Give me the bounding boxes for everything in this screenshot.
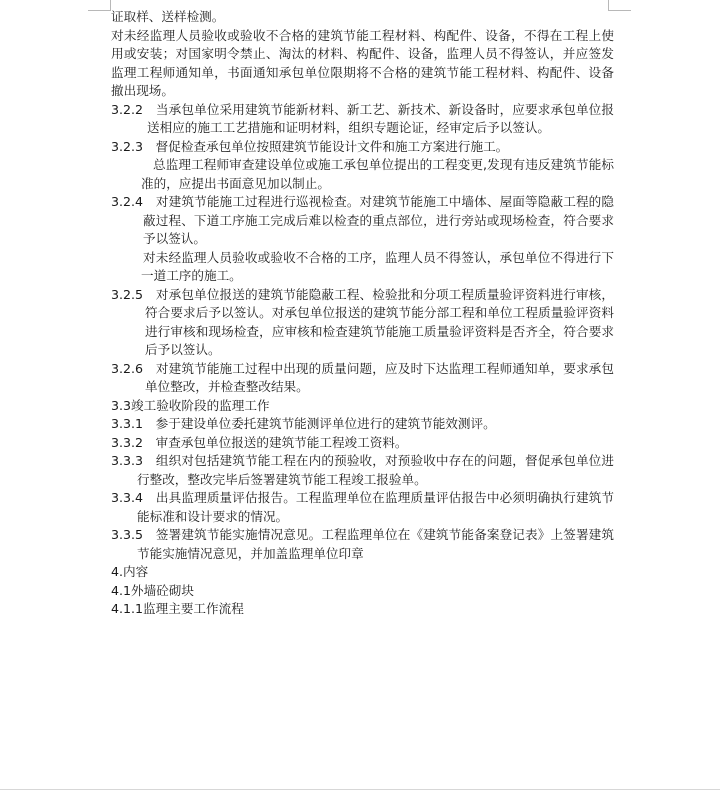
section-heading-4-1: 4.1外墙砼砌块 xyxy=(111,582,194,598)
clause-3-2-2: 3.2.2 当承包单位采用建筑节能新材料、新工艺、新技术、新设备时，应要求承包单位报送相应的施工工艺措施和证明材料，组织专题论证，经审定后予以签认。 xyxy=(111,101,614,135)
clause-3-3-5: 3.3.5 签署建筑节能实施情况意见。工程监理单位在《建筑节能备案登记表》上签署建筑节能实施情况意见，并加盖监理单位印章 xyxy=(111,527,614,561)
clause-3-2-5: 3.2.5 对承包单位报送的建筑节能隐蔽工程、检验批和分项工程质量验评资料进行审核，符合要求后予以签认。对承包单位报送的建筑节能分部工程和单位工程质量验评资料进行审核和现场检查，应审核和检查建筑节能施工质量验评资料是否齐全，符合要求后予以签认。 xyxy=(111,286,614,357)
paragraph: 对未经监理人员验收或验收不合格的建筑节能工程材料、构配件、设备，不得在工程上使用或安装；对国家明令禁止、淘汰的材料、构配件、设备，监理人员不得签认，并应签发监理工程师通知单，书面通知承包单位限期将不合格的建筑节能工程材料、构配件、设备撤出现场。 xyxy=(111,27,614,98)
document-body xyxy=(111,8,614,619)
clause-3-3-1: 3.3.1 参于建设单位委托建筑节能测评单位进行的建筑节能效测评。 xyxy=(111,416,496,431)
section-heading-3-3: 3.3竣工验收阶段的监理工作 xyxy=(111,397,270,413)
clause-3-2-6: 3.2.6 对建筑节能施工过程中出现的质量问题，应及时下达监理工程师通知单，要求承包单位整改，并检查整改结果。 xyxy=(111,360,614,394)
clause-3-2-4: 3.2.4 对建筑节能施工过程进行巡视检查。对建筑节能施工中墙体、屋面等隐蔽工程的隐蔽过程、下道工序施工完成后难以检查的重点部位，进行旁站或现场检查，符合要求予以签认。 xyxy=(111,194,614,246)
clause-3-2-3: 3.2.3 督促检查承包单位按照建筑节能设计文件和施工方案进行施工。 xyxy=(111,138,509,154)
page-corner-mark-left xyxy=(88,0,111,11)
paragraph: 对未经监理人员验收或验收不合格的工序，监理人员不得签认，承包单位不得进行下一道工序的施工。 xyxy=(141,249,614,283)
paragraph: 总监理工程师审查建设单位或施工承包单位提出的工程变更,发现有违反建筑节能标准的，应提出书面意见加以制止。 xyxy=(141,157,614,191)
section-heading-4: 4.内容 xyxy=(111,564,149,579)
paragraph: 证取样、送样检测。 xyxy=(111,9,225,24)
clause-3-3-4: 3.3.4 出具监理质量评估报告。工程监理单位在监理质量评估报告中必须明确执行建筑节能标准和设计要求的情况。 xyxy=(111,490,614,524)
clause-3-3-3: 3.3.3 组织对包括建筑节能工程在内的预验收，对预验收中存在的问题，督促承包单位进行整改，整改完毕后签署建筑节能工程竣工报验单。 xyxy=(111,453,614,487)
page-bottom-border xyxy=(0,789,720,790)
section-heading-4-1-1: 4.1.1监理主要工作流程 xyxy=(111,601,244,616)
clause-3-3-2: 3.3.2 审查承包单位报送的建筑节能工程竣工资料。 xyxy=(111,434,408,450)
